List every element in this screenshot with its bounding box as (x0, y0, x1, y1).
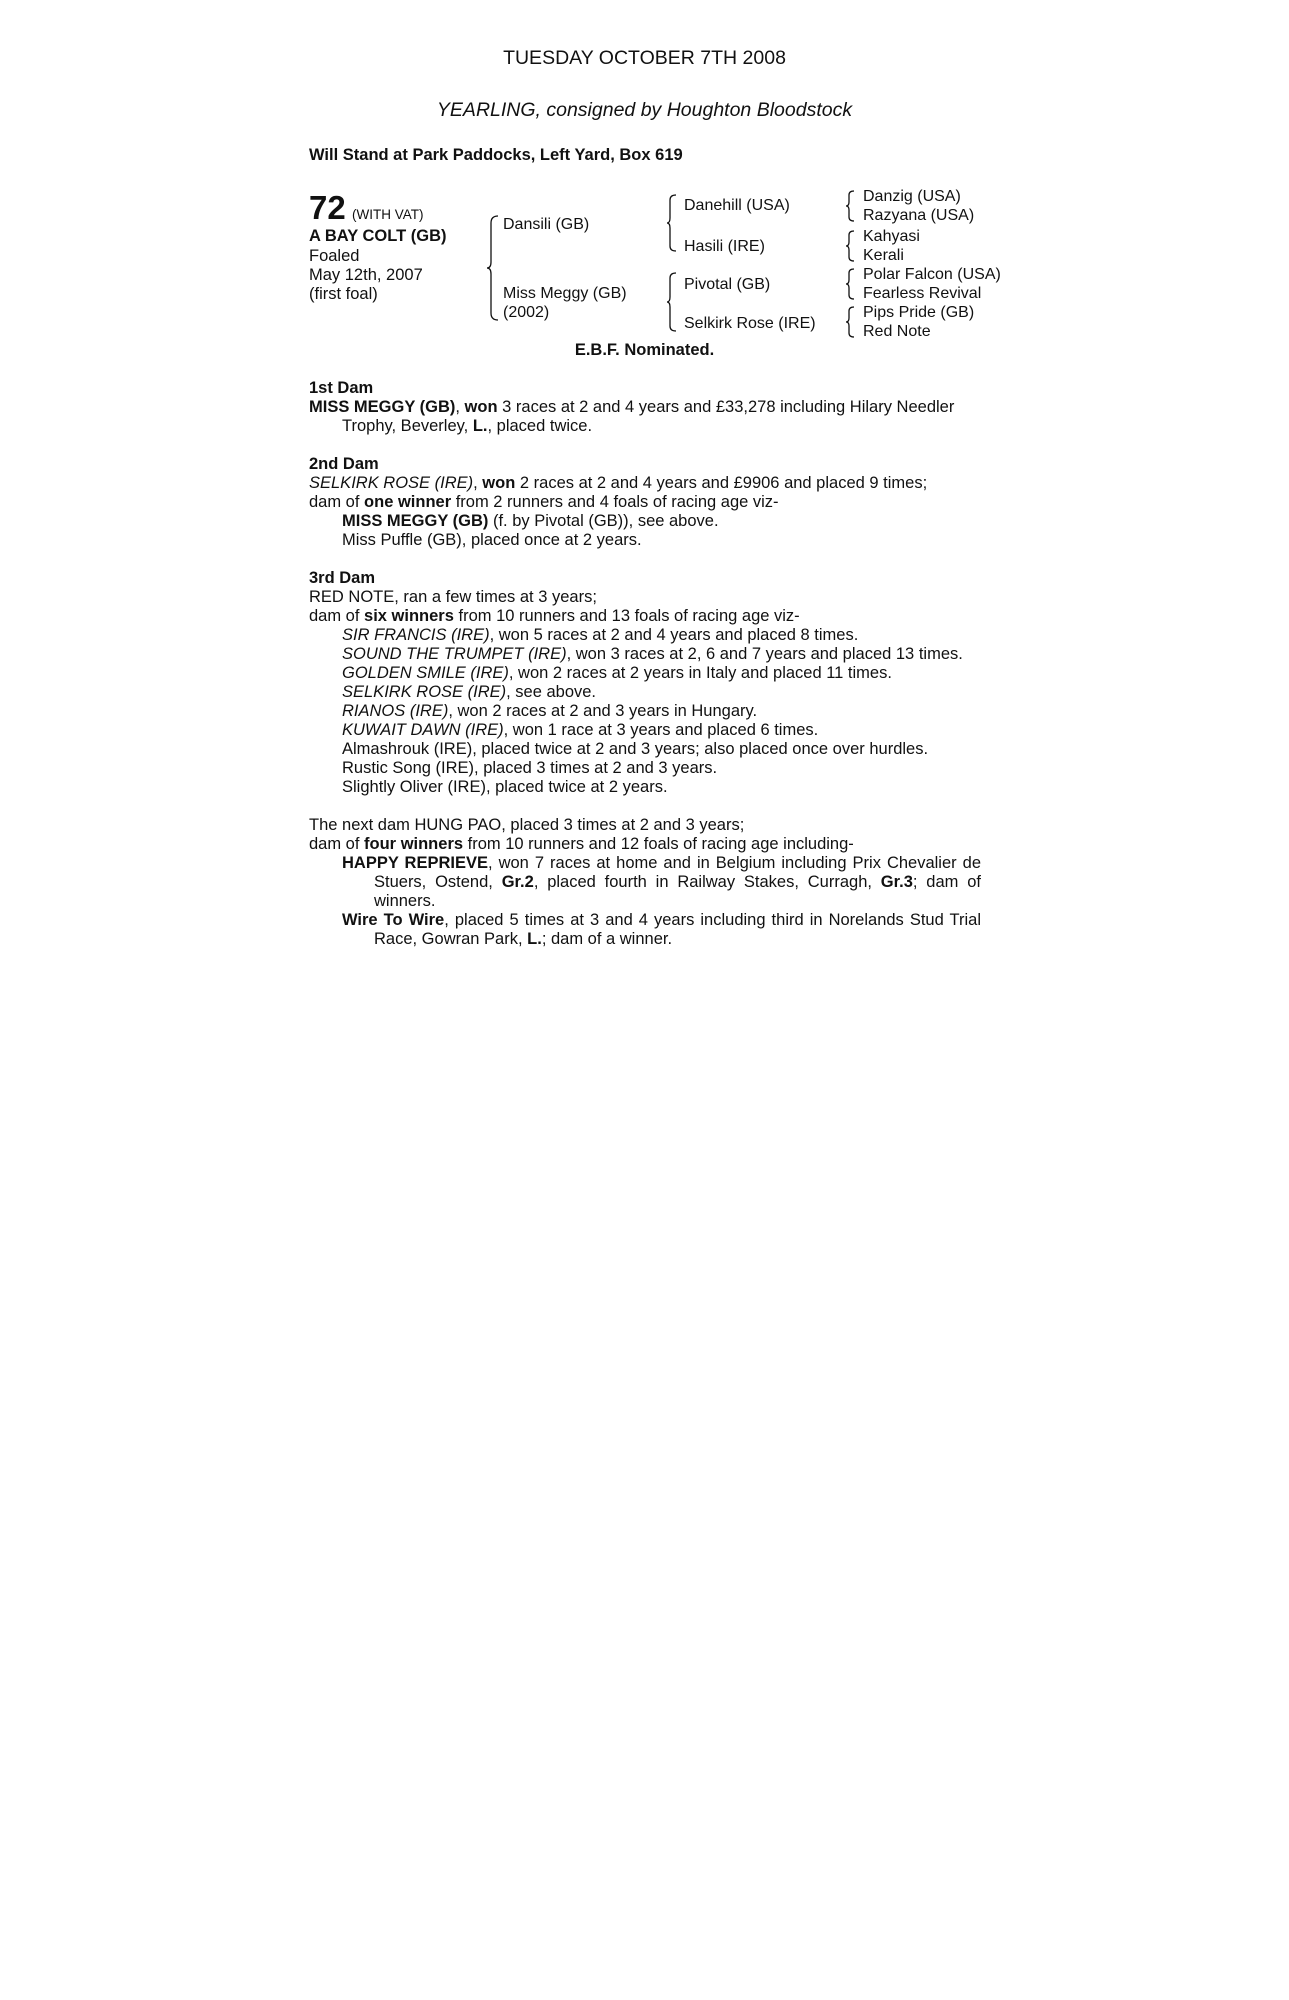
ebf-nomination: E.B.F. Nominated. (574, 341, 715, 359)
first-dam-heading: 1st Dam (309, 379, 374, 397)
pedigree-brace-sire (666, 193, 678, 253)
pedigree-sire-dam: Hasili (IRE) (684, 238, 765, 255)
pedigree-sire-sire: Danehill (USA) (684, 197, 790, 214)
first-dam-record: MISS MEGGY (GB), won 3 races at 2 and 4 years and £33,278 including Hilary Needler Trophy, Beverley, L., placed twice. (309, 398, 955, 435)
list-item: SELKIRK ROSE (IRE), see above. (342, 683, 597, 701)
third-dam-section (309, 569, 981, 797)
pedigree-dam-dam: Selkirk Rose (IRE) (684, 315, 816, 332)
pedigree-gen3-5: Polar Falcon (USA) (863, 266, 1001, 283)
pedigree-brace-dam (666, 271, 678, 333)
pedigree-brace-hasili (845, 229, 856, 263)
third-dam-heading: 3rd Dam (309, 569, 376, 587)
pedigree-gen3-7: Pips Pride (GB) (863, 304, 975, 321)
pedigree-brace-gen1 (486, 214, 500, 322)
pedigree-gen3-4: Kerali (863, 247, 904, 264)
list-item: Miss Puffle (GB), placed once at 2 years. (342, 531, 642, 549)
third-dam-produce: dam of six winners from 10 runners and 13 foals of racing age viz- (309, 607, 800, 625)
second-dam-produce: dam of one winner from 2 runners and 4 foals of racing age viz- (309, 493, 779, 511)
foal-note: (first foal) (309, 285, 378, 303)
pedigree-gen3-8: Red Note (863, 323, 931, 340)
second-dam-record: SELKIRK ROSE (IRE), won 2 races at 2 and 4 years and £9906 and placed 9 times; (309, 474, 928, 492)
horse-name: A BAY COLT (GB) (309, 227, 447, 245)
next-dam-section (309, 816, 981, 949)
foaled-date: May 12th, 2007 (309, 266, 423, 284)
pedigree-gen3-3: Kahyasi (863, 228, 920, 245)
list-item: SIR FRANCIS (IRE), won 5 races at 2 and 4 years and placed 8 times. (342, 626, 859, 644)
list-item: Rustic Song (IRE), placed 3 times at 2 and 3 years. (342, 759, 718, 777)
second-dam-section (309, 455, 981, 550)
foaled-label: Foaled (309, 247, 360, 265)
first-dam-name: MISS MEGGY (GB) (309, 398, 456, 416)
pedigree-sire: Dansili (GB) (503, 216, 590, 233)
pedigree-gen3-1: Danzig (USA) (863, 188, 961, 205)
listed-badge: L. (472, 417, 488, 435)
list-item: Slightly Oliver (IRE), placed twice at 2 years. (342, 778, 668, 796)
third-dam-record: RED NOTE, ran a few times at 3 years; (309, 588, 597, 606)
stand-location: Will Stand at Park Paddocks, Left Yard, Box 619 (309, 146, 683, 164)
next-dam-record: The next dam HUNG PAO, placed 3 times at 2 and 3 years; (309, 816, 745, 834)
vat-note: (WITH VAT) (352, 207, 424, 222)
pedigree-dam: Miss Meggy (GB) (503, 285, 627, 302)
pedigree-gen3-2: Razyana (USA) (863, 207, 975, 224)
pedigree-brace-pivotal (845, 267, 856, 301)
second-dam-name: SELKIRK ROSE (IRE) (309, 474, 474, 492)
list-item: Almashrouk (IRE), placed twice at 2 and 3 years; also placed once over hurdles. (342, 740, 929, 758)
pedigree-brace-selkirk (845, 305, 856, 339)
pedigree-gen3-6: Fearless Revival (863, 285, 982, 302)
list-item: GOLDEN SMILE (IRE), won 2 races at 2 years in Italy and placed 11 times. (342, 664, 892, 682)
pedigree-dam-sire: Pivotal (GB) (684, 276, 771, 293)
pedigree-brace-danehill (845, 189, 856, 223)
consignment-line: YEARLING, consigned by Houghton Bloodstock (436, 99, 853, 121)
lot-number: 72 (309, 189, 346, 226)
pedigree-dam-year: (2002) (503, 304, 550, 321)
list-item: SOUND THE TRUMPET (IRE), won 3 races at 2, 6 and 7 years and placed 13 times. (342, 645, 963, 663)
list-item: Wire To Wire, placed 5 times at 3 and 4 years including third in Norelands Stud Trial Race, Gowran Park, L.; dam of a winner. (342, 911, 981, 948)
list-item: MISS MEGGY (GB) (f. by Pivotal (GB)), see above. (342, 512, 719, 530)
next-dam-produce: dam of four winners from 10 runners and 12 foals of racing age including- (309, 835, 854, 853)
first-dam-section (309, 379, 981, 436)
list-item: HAPPY REPRIEVE, won 7 races at home and in Belgium including Prix Chevalier de Stuers, Ostend, Gr.2, placed fourth in Railway Stakes, Curragh, Gr.3; dam of winners. (342, 854, 981, 910)
list-item: KUWAIT DAWN (IRE), won 1 race at 3 years and placed 6 times. (342, 721, 819, 739)
second-dam-heading: 2nd Dam (309, 455, 379, 473)
sale-date: TUESDAY OCTOBER 7TH 2008 (503, 47, 786, 69)
won-label: won (464, 398, 498, 416)
list-item: RIANOS (IRE), won 2 races at 2 and 3 years in Hungary. (342, 702, 758, 720)
